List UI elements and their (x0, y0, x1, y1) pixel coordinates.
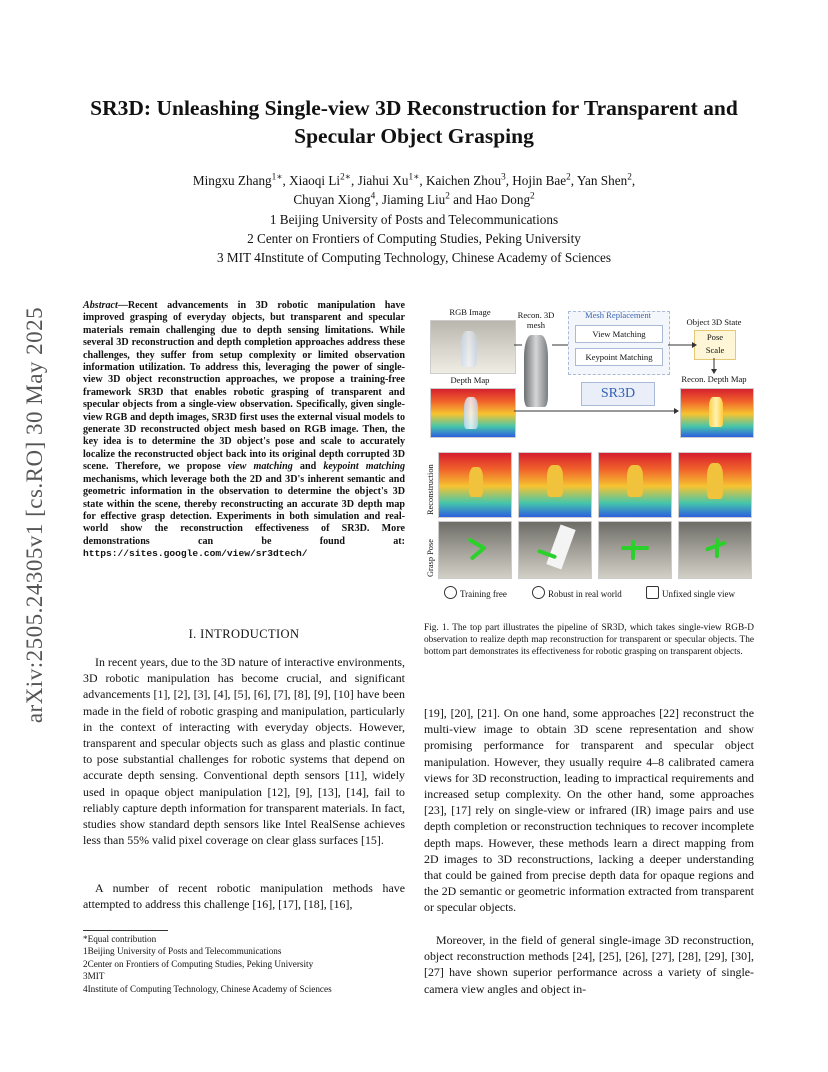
grasp-result-1 (438, 521, 512, 579)
pose-scale-box: Pose Scale (694, 330, 736, 360)
footnote-item: 2Center on Frontiers of Computing Studies, Peking University (83, 958, 314, 969)
section-heading-introduction: I. INTRODUCTION (188, 627, 300, 641)
grasp-result-2 (518, 521, 592, 579)
row-label-grasp: Grasp Pose (426, 539, 435, 577)
intro-paragraph-1: In recent years, due to the 3D nature of interactive environments, 3D robotic manipulation has become crucial, and significant advancements [1], [2], [3], [4], [5], [6], [7], [8], [9], [10] have been made in the field of robotic grasping and manipulation, particularly in the context of interacting with everyday objects. However, transparent and specular objects such as glass and plastic continue to pose substantial challenges for robotic systems that depend on accurate depth sensing. Conventional depth sensors [11], widely used in opaque object manipulation [12], [9], [13], [14], fail to reliably capture depth information for transparent materials. In fact, studies show standard depth sensors like Intel RealSense achieves less than 55% valid pixel coverage on clear glass surfaces [15]. (83, 655, 405, 848)
footnote-item: 4Institute of Computing Technology, Chinese Academy of Sciences (83, 983, 332, 994)
arxiv-stamp: arXiv:2505.24305v1 [cs.RO] 30 May 2025 (22, 306, 47, 724)
pipeline-arrows (424, 303, 754, 443)
recon-result-1 (438, 452, 512, 518)
figure-caption: Fig. 1. The top part illustrates the pipeline of SR3D, which takes single-view RGB-D observation to realize depth map reconstruction for transparent or specular objects. The bottom part demonstrates its effectiveness for robotic grasping on transparent objects. (424, 623, 754, 657)
sr3d-box: SR3D (581, 382, 655, 406)
authors: Mingxu Zhang$^{1∗}$, Xiaoqi $Li^{2∗}$, Jiahui $Xu^{1∗}$, Kaichen Zhou$^3$, Hojin Bae$^2$, Yan Shen$^2$, Chuyan Xiong$^4$, Jiaming Liu$^2$ and Hao Dong$^2$ (192, 171, 636, 207)
label-mesh-replacement: Mesh Replacement (584, 310, 652, 320)
project-url[interactable]: https://sites.google.com/view/sr3dtech/ (83, 548, 308, 560)
camera-icon (646, 586, 659, 599)
grasp-result-3 (598, 521, 672, 579)
footnote-item: 1Beijing University of Posts and Telecommunications (83, 946, 282, 957)
label-depth-map: Depth Map (450, 375, 490, 385)
recon-result-4 (678, 452, 752, 518)
legend-robust: Robust in real world (532, 586, 622, 599)
recon-result-2 (518, 452, 592, 518)
affiliation-1: 1 Beijing University of Posts and Telecommunications (269, 212, 559, 227)
recon-result-3 (598, 452, 672, 518)
paper-title: SR3D: Unleashing Single-view 3D Reconstruction for Transparent and Specular Object Grasping (90, 96, 738, 148)
affiliation-2: 2 Center on Frontiers of Computing Studies, Peking University (247, 231, 581, 246)
label-object-state: Object 3D State (686, 317, 742, 327)
globe-icon (532, 586, 545, 599)
row-label-reconstruction: Reconstruction (426, 464, 435, 515)
footnote-rule (83, 930, 168, 931)
view-matching-box: View Matching (575, 325, 663, 343)
footnote-item: 3MIT (83, 971, 105, 982)
intro-paragraph-2: A number of recent robotic manipulation methods have attempted to address this challenge [16], [17], [18], [16], (83, 881, 405, 912)
label-recon-depth: Recon. Depth Map (681, 374, 747, 384)
right-paragraph-1: [19], [20], [21]. On one hand, some approaches [22] reconstruct the multi-view image to obtain 3D scene representation and show promising performance for transparent and specular object manipulation. However, they usually require 4–8 calibrated camera views for 3D reconstruction, leading to impractical requirements and increased setup complexity. On the other hand, some approaches [23], [17] rely on single-view or infrared (IR) image pairs and use depth completion or reconstruction techniques to recover incomplete depth maps. However, these methods learn a direct mapping from 2D images to 3D reconstructions, lacking a deeper understanding that could be gained from precise depth data for opaque regions and the 2D semantic or geometric information extracted from transparent or specular objects. (424, 706, 754, 915)
footnotes (83, 930, 405, 995)
affiliation-3: 3 MIT 4Institute of Computing Technology, Chinese Academy of Sciences (216, 250, 612, 265)
legend-training-free: Training free (444, 586, 507, 599)
figure-1 (424, 303, 754, 609)
footnote-item: *Equal contribution (83, 934, 157, 944)
legend-unfixed-view: Unfixed single view (646, 586, 735, 599)
grasp-result-4 (678, 521, 752, 579)
right-paragraph-2: Moreover, in the field of general single-image 3D reconstruction, object reconstruction methods [24], [25], [26], [27], [28], [29], [30], [27] have shown superior performance across a variety of single-camera view angles and object in- (424, 933, 754, 996)
label-recon-mesh: Recon. 3D mesh (517, 310, 555, 330)
abstract: Abstract—Recent advancements in 3D robotic manipulation have improved grasping of everyday objects, but transparent and specular materials remain challenging due to depth sensing limitations. While several 3D reconstruction and depth completion approaches address these challenges, they suffer from setup complexity or limited observation information utilization. To address this, leveraging the power of single-view 3D object reconstruction approaches, we propose a training-free framework SR3D that enables robotic grasping of transparent and specular objects from a single-view observation. Specifically, given single-view RGB and depth images, SR3D first uses the external visual models to generate 3D reconstructed object mesh based on RGB image. Then, the key idea is to determine the 3D object's pose and scale to accurately localize the reconstructed object back into its original depth corrupted 3D scene. Therefore, we propose view matching and keypoint matching mechanisms, which leverage both the 2D and 3D's inherent semantic and geometric information in the observation to determine the object's 3D state within the scene, thereby reconstructing an accurate 3D depth map for effective grasp detection. Experiments in both simulation and real-world show the reconstruction effectiveness of SR3D. More demonstrations can be found at: https://sites.google.com/view/sr3dtech/ (83, 300, 406, 560)
brain-icon (444, 586, 457, 599)
label-rgb-image: RGB Image (449, 307, 491, 317)
keypoint-matching-box: Keypoint Matching (575, 348, 663, 366)
